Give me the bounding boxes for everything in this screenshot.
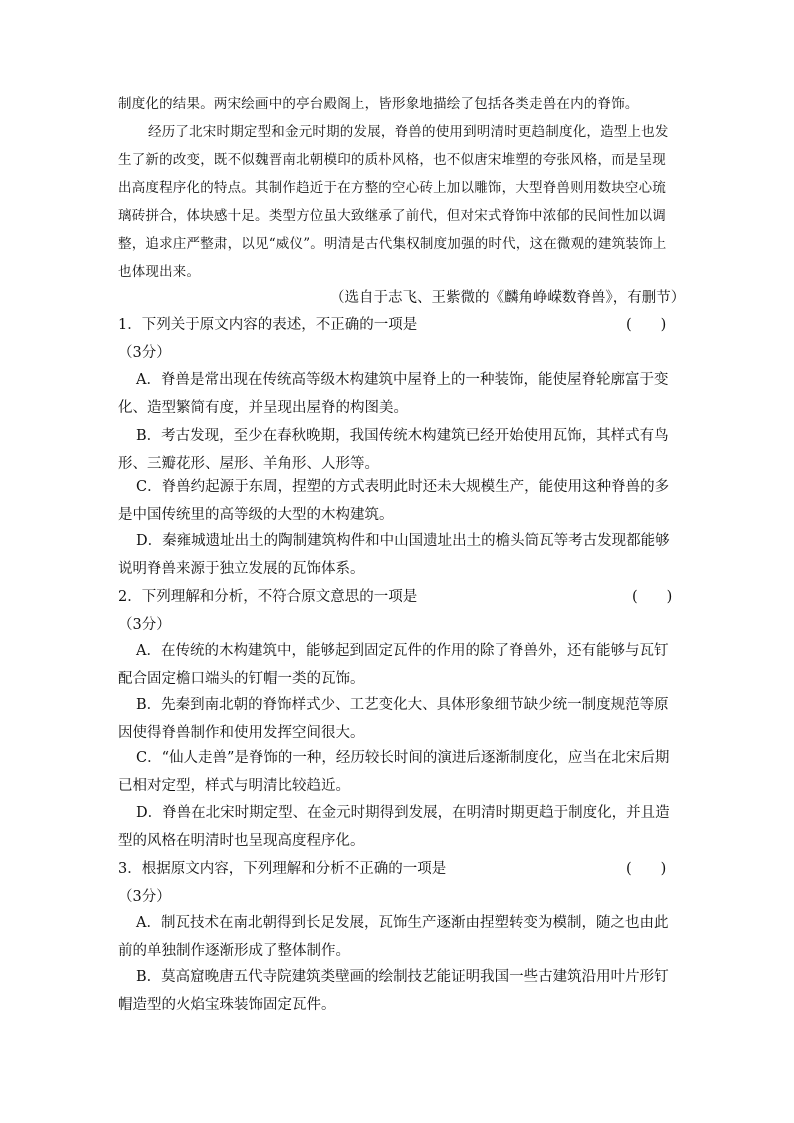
question-1-option-d: D．秦雍城遗址出土的陶制建筑构件和中山国遗址出土的檐头筒瓦等考古发现都能够说明脊兽来源于独立发展的瓦饰体系。 [118,533,670,577]
question-1-option-a: A．脊兽是常出现在传统高等级木构建筑中屋脊上的一种装饰，能使屋脊轮廓富于变化、造型繁简有度，并呈现出屋脊的构图美。 [118,372,669,416]
question-2-answer-blank: ( ) [632,589,673,605]
passage-paragraph-1: 制度化的结果。两宋绘画中的亭台殿阁上，皆形象地描绘了包括各类走兽在内的脊饰。 [118,96,639,112]
question-2-score: （3分） [118,617,171,633]
question-2-stem: 2．下列理解和分析，不符合原文意思的一项是 [118,589,418,605]
question-3-answer-blank: ( ) [626,861,667,877]
question-1-option-b: B．考古发现，至少在春秋晚期，我国传统木构建筑已经开始使用瓦饰，其样式有鸟形、三瓣花形、屋形、羊角形、人形等。 [118,428,669,472]
question-2-option-b: B．先秦到南北朝的脊饰样式少、工艺变化大、具体形象细节缺少统一制度规范等原因使得脊兽制作和使用发挥空间很大。 [118,697,669,741]
passage-paragraph-2: 经历了北宋时期定型和金元时期的发展，脊兽的使用到明清时更趋制度化，造型上也发生了新的改变，既不似魏晋南北朝模印的质朴风格，也不似唐宋堆塑的夸张风格，而是呈现出高度程序化的特点。其制作趋近于在方整的空心砖上加以雕饰，大型脊兽则用数块空心琉璃砖拼合，体块感十足。类型方位虽大致继承了前代，但对宋式脊饰中浓郁的民间性加以调整，追求庄严整肃，以见“威仪”。明清是古代集权制度加强的时代，这在微观的建筑装饰上也体现出来。 [118,124,669,280]
question-3-option-a: A．制瓦技术在南北朝得到长足发展，瓦饰生产逐渐由捏塑转变为模制，随之也由此前的单独制作逐渐形成了整体制作。 [118,915,669,959]
question-3-option-b: B．莫高窟晚唐五代寺院建筑类壁画的绘制技艺能证明我国一些古建筑沿用叶片形钉帽造型的火焰宝珠装饰固定瓦件。 [118,969,669,1013]
question-1-stem: 1．下列关于原文内容的表述，不正确的一项是 [118,317,418,333]
question-2-option-d: D．脊兽在北宋时期定型、在金元时期得到发展，在明清时期更趋于制度化，并且造型的风格在明清时也呈现高度程序化。 [118,805,670,849]
question-3-stem: 3．根据原文内容，下列理解和分析不正确的一项是 [118,861,447,877]
question-2-option-c: C．“仙人走兽”是脊饰的一种，经历较长时间的演进后逐渐制度化，应当在北宋后期已相对定型，样式与明清比较趋近。 [118,750,670,794]
question-3-score: （3分） [118,889,171,905]
question-1-score: （3分） [118,345,171,361]
question-1-option-c: C．脊兽约起源于东周，捏塑的方式表明此时还未大规模生产，能使用这种脊兽的多是中国传统里的高等级的大型的木构建筑。 [118,479,670,523]
question-1-answer-blank: ( ) [626,317,667,333]
passage-source: （选自于志飞、王紫微的《麟角峥嵘数脊兽》，有删节） [330,290,686,306]
question-2-option-a: A．在传统的木构建筑中，能够起到固定瓦件的作用的除了脊兽外，还有能够与瓦钉配合固定檐口端头的钉帽一类的瓦饰。 [118,643,669,687]
